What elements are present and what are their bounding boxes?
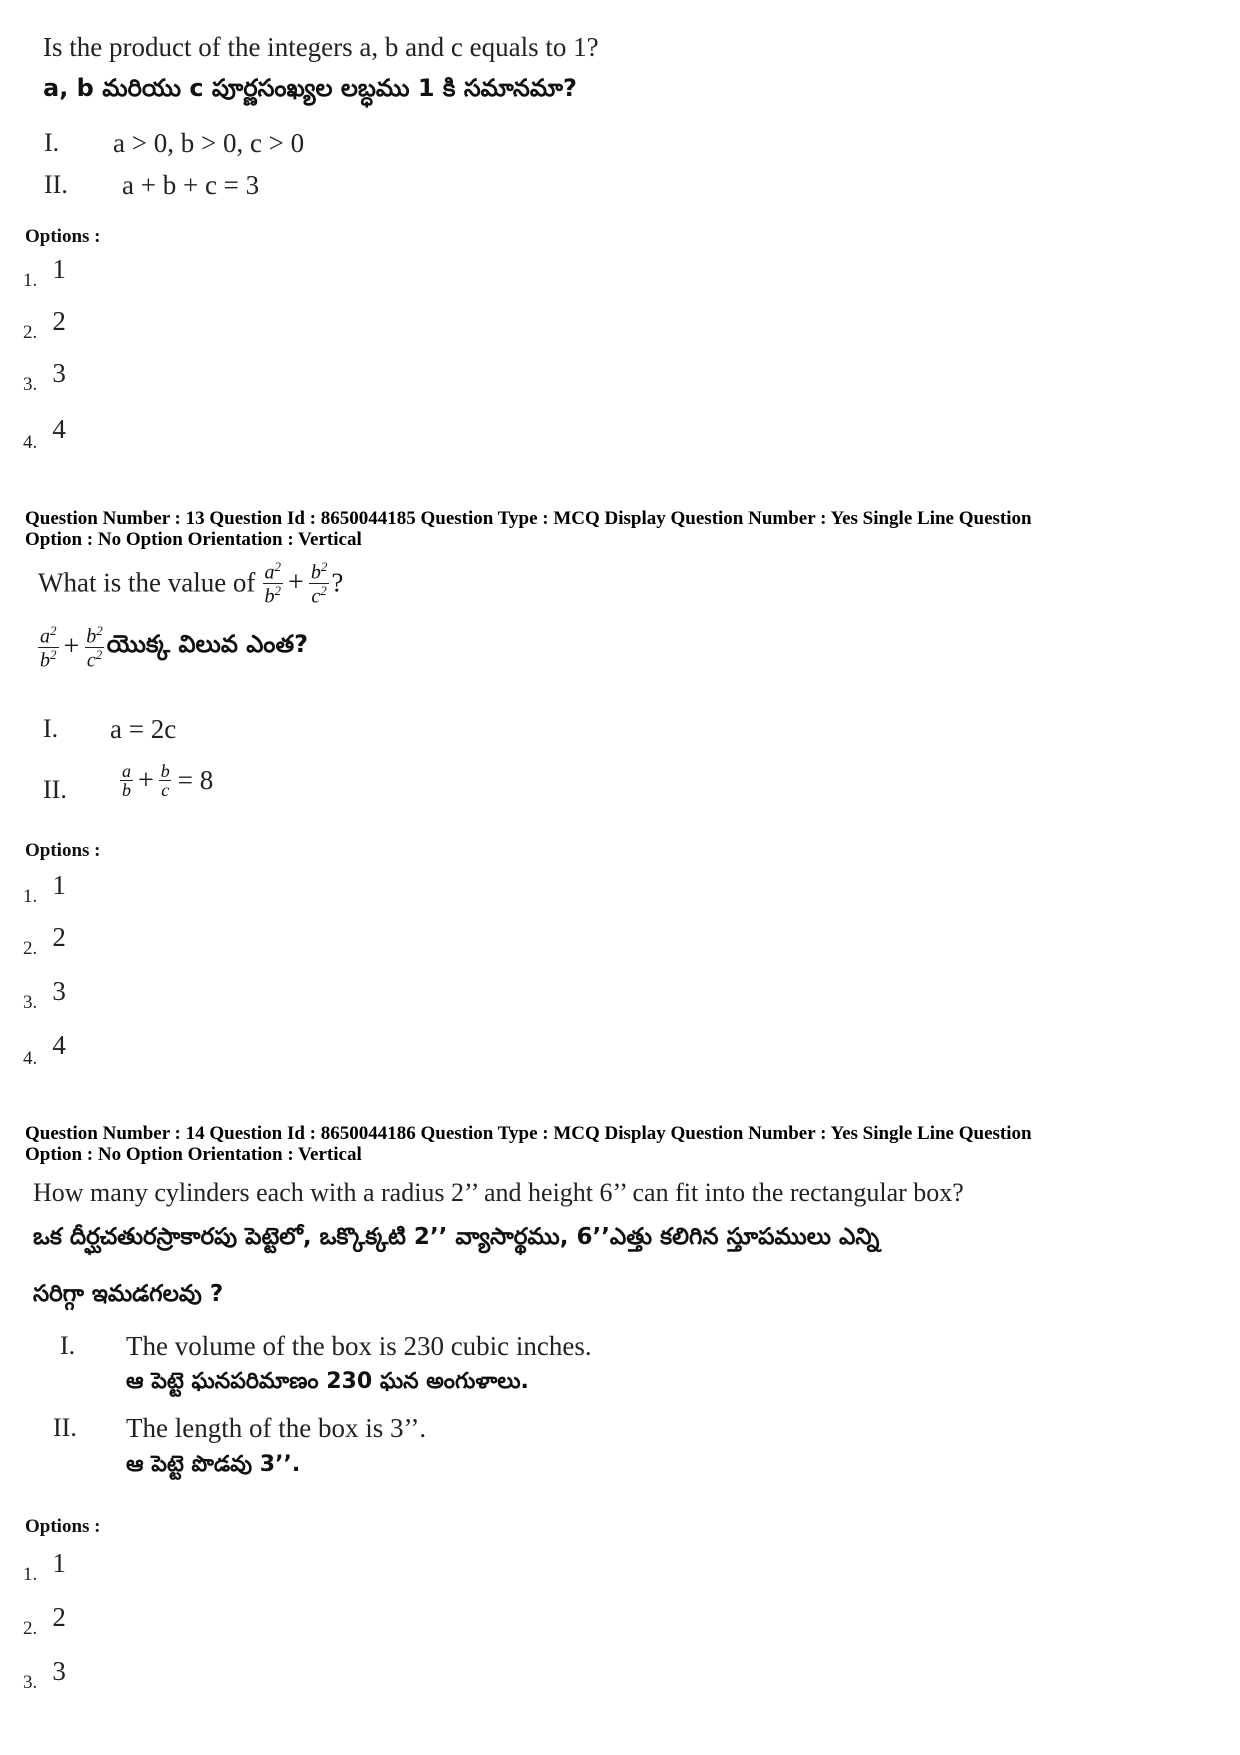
q13-te-fraction-a2-b2: $\frac{a^2}{b^2}$: [40, 623, 57, 672]
q12-question-telugu: a, b మరియు c పూర్ణసంఖ్యల లబ్ధము 1 కి సమానమా?: [43, 74, 577, 102]
option-value: 1: [52, 870, 66, 900]
option-value: 3: [52, 358, 66, 388]
q13-te-fraction-b2-c2: $\frac{b^2}{c^2}$: [86, 623, 103, 672]
q13-option-1[interactable]: [23, 870, 66, 909]
option-number: 1.: [23, 886, 38, 907]
q13-option-3[interactable]: [23, 976, 66, 1015]
option-number: 1.: [23, 270, 38, 291]
plus-sign: +: [138, 764, 154, 796]
q14-options-label: Options :: [25, 1516, 101, 1537]
q12-option-4[interactable]: [23, 414, 66, 455]
q14-option-3[interactable]: [23, 1656, 66, 1695]
q14-meta-line-1: Question Number : 14 Question Id : 8650044186 Question Type : MCQ Display Question Number : Yes Single Line Question: [25, 1123, 1032, 1144]
q12-statement-1-numeral: I.: [44, 128, 60, 157]
q14-statement-2-telugu: ఆ పెట్టె పొడవు 3’’.: [126, 1452, 301, 1477]
q14-question-english: How many cylinders each with a radius 2’’ and height 6’’ can fit into the rectangular box?: [33, 1178, 964, 1207]
option-value: 2: [52, 922, 66, 952]
option-number: 2.: [23, 938, 38, 959]
q14-question-telugu-line-1: ఒక దీర్ఘచతురస్రాకారపు పెట్టెలో, ఒక్కొక్కటి 2’’ వ్యాసార్థము, 6’’ఎత్తు కలిగిన స్తూపములు ఎన్ని: [33, 1224, 880, 1250]
plus-sign: +: [63, 631, 80, 663]
q12-options-label: Options :: [25, 226, 101, 247]
option-number: 1.: [23, 1564, 38, 1585]
q13-meta-line-2: Option : No Option Orientation : Vertical: [25, 529, 362, 550]
q14-statement-1-telugu: ఆ పెట్టె ఘనపరిమాణం 230 ఘన అంగుళాలు.: [126, 1369, 529, 1394]
q12-option-2[interactable]: [23, 306, 66, 345]
option-number: 2.: [23, 1618, 38, 1639]
q14-option-1[interactable]: [23, 1548, 66, 1587]
option-value: 1: [52, 254, 66, 284]
option-value: 3: [52, 1656, 66, 1686]
option-number: 3.: [23, 374, 38, 395]
q12-option-1[interactable]: [23, 254, 66, 293]
q13-statement-1-text: a = 2c: [110, 714, 177, 744]
q13-meta-line-1: Question Number : 13 Question Id : 8650044185 Question Type : MCQ Display Question Number : Yes Single Line Question: [25, 508, 1032, 529]
q13-statement-2-expression: [118, 762, 213, 799]
q13-telugu-suffix: యొక్క విలువ ఎంత?: [106, 630, 309, 659]
q13-option-2[interactable]: [23, 922, 66, 961]
q14-statement-2-numeral: II.: [53, 1413, 77, 1442]
q13-statement-2-numeral: II.: [43, 775, 67, 804]
option-number: 3.: [23, 1672, 38, 1693]
q13-options-label: Options :: [25, 840, 101, 861]
option-number: 4.: [23, 1048, 38, 1069]
option-value: 4: [52, 1030, 66, 1060]
question-mark: ?: [331, 567, 344, 598]
q14-statement-1-numeral: I.: [60, 1331, 76, 1360]
q13-fraction-b2-c2: $\frac{b^2}{c^2}$: [310, 559, 328, 608]
fraction-b-c: $\frac{b}{c}$: [160, 761, 170, 800]
option-number: 2.: [23, 322, 38, 343]
q13-statement-1-numeral: I.: [43, 714, 59, 743]
q13-fraction-a2-b2: $\frac{a^2}{b^2}$: [264, 559, 282, 608]
q14-question-telugu-line-2: సరిగ్గా ఇమడగలవు ?: [33, 1281, 224, 1307]
q14-statement-2-english: The length of the box is 3’’.: [126, 1413, 427, 1443]
q12-statement-1-text: a > 0, b > 0, c > 0: [113, 128, 305, 158]
q12-question-english: Is the product of the integers a, b and c equals to 1?: [43, 32, 599, 62]
q13-option-4[interactable]: [23, 1030, 66, 1071]
fraction-a-b: $\frac{a}{b}$: [122, 761, 131, 800]
plus-sign: +: [288, 567, 304, 599]
q12-statement-2-text: a + b + c = 3: [122, 170, 260, 200]
option-number: 3.: [23, 992, 38, 1013]
q12-option-3[interactable]: [23, 358, 66, 397]
option-value: 4: [52, 414, 66, 444]
option-value: 2: [52, 306, 66, 336]
q14-option-2[interactable]: [23, 1602, 66, 1641]
q13-question-prefix: What is the value of: [38, 567, 256, 598]
option-value: 2: [52, 1602, 66, 1632]
option-value: 1: [52, 1548, 66, 1578]
q13-question-telugu: [36, 624, 308, 670]
q14-statement-1-english: The volume of the box is 230 cubic inches.: [126, 1331, 592, 1361]
option-number: 4.: [23, 432, 38, 453]
q12-statement-2-numeral: II.: [44, 170, 68, 199]
q13-question-english: [38, 560, 343, 606]
option-value: 3: [52, 976, 66, 1006]
q14-meta-line-2: Option : No Option Orientation : Vertical: [25, 1144, 362, 1165]
equals-eight: = 8: [177, 765, 214, 795]
